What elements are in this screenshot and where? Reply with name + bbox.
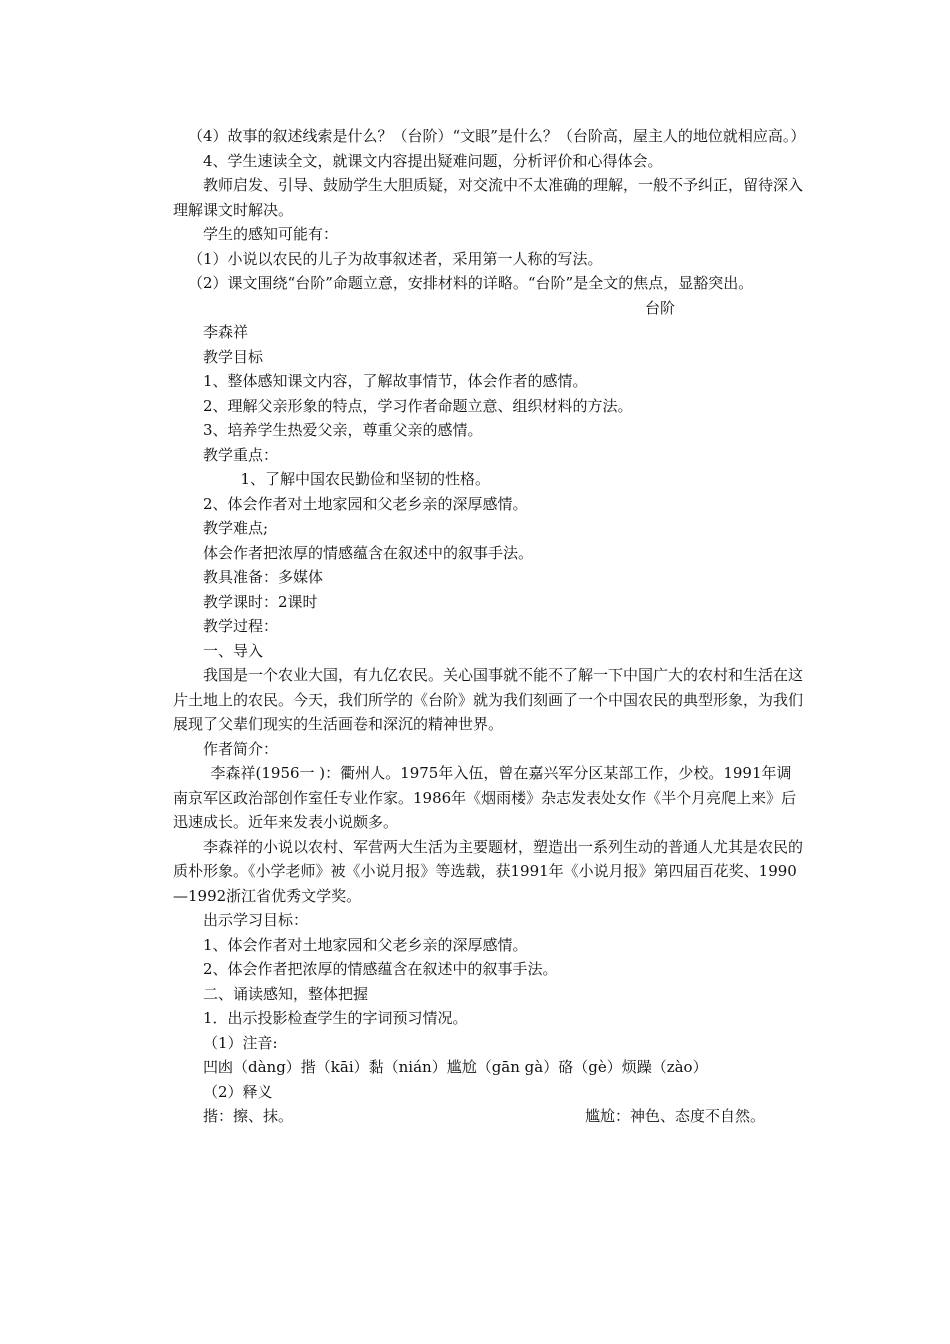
list-item: 2、体会作者把浓厚的情感蕴含在叙述中的叙事手法。 xyxy=(203,960,558,978)
list-item: 3、培养学生热爱父亲，尊重父亲的感情。 xyxy=(203,421,483,439)
paragraph: （2）释义 xyxy=(203,1082,273,1101)
section-heading: 二、诵读感知，整体把握 xyxy=(203,984,369,1003)
paragraph: 4、学生速读全文，就课文内容提出疑难问题，分析评价和心得体会。 xyxy=(203,151,663,170)
paragraph: 凹凼（dàng）揩（kāi）黏（nián）尴尬（gān gà）硌（gè）烦躁（zào） xyxy=(203,1058,708,1076)
list-item: 2、理解父亲形象的特点，学习作者命题立意、组织材料的方法。 xyxy=(203,396,633,415)
paragraph: 李森祥(1956一 )：衢州人。1975年入伍，曾在嘉兴军分区某部工作，少校。1991年调南京军区政治部创作室任专业作家。1986年《烟雨楼》杂志发表处女作《半个月亮爬上来》后迅速成长。近年来发表小说颇多。 xyxy=(173,764,797,831)
paragraph: （1）小说以农民的儿子为故事叙述者，采用第一人称的写法。 xyxy=(188,249,603,268)
lesson-title: 台阶 xyxy=(644,298,675,317)
section-heading: 教学重点： xyxy=(203,445,279,464)
author-name: 李森祥 xyxy=(203,323,249,341)
definitions-row xyxy=(173,1104,805,1129)
paragraph: 教具准备：多媒体 xyxy=(203,568,324,586)
list-item: 体会作者把浓厚的情感蕴含在叙述中的叙事手法。 xyxy=(203,543,534,562)
paragraph: （2）课文围绕“台阶”命题立意，安排材料的详略。“台阶”是全文的焦点，显豁突出。 xyxy=(188,274,754,292)
section-heading: 一、导入 xyxy=(203,641,264,660)
section-heading: 作者简介： xyxy=(203,739,279,758)
paragraph: 教师启发、引导、鼓励学生大胆质疑，对交流中不太准确的理解，一般不予纠正，留待深入理解课文时解决。 xyxy=(173,176,804,219)
list-item: 2、体会作者对土地家园和父老乡亲的深厚感情。 xyxy=(203,494,528,513)
document-body xyxy=(173,124,805,1129)
definition: 揩：擦、抹。 xyxy=(203,1107,294,1125)
section-heading: 教学过程： xyxy=(203,617,279,635)
section-heading: 出示学习目标： xyxy=(203,911,309,929)
paragraph: （4）故事的叙述线索是什么？（台阶）“文眼”是什么？（台阶高，屋主人的地位就相应高。） xyxy=(188,127,806,145)
paragraph: 我国是一个农业大国，有九亿农民。关心国事就不能不了解一下中国广大的农村和生活在这片土地上的农民。今天，我们所学的《台阶》就为我们刻画了一个中国农民的典型形象，为我们展现了父辈们现实的生活画卷和深沉的精神世界。 xyxy=(173,666,804,733)
list-item: 1、整体感知课文内容，了解故事情节，体会作者的感情。 xyxy=(203,372,588,390)
paragraph: 教学课时：2课时 xyxy=(203,592,318,611)
paragraph: 学生的感知可能有： xyxy=(203,225,339,243)
paragraph: 1．出示投影检查学生的字词预习情况。 xyxy=(203,1009,468,1027)
paragraph: 李森祥的小说以农村、军营两大生活为主要题材，塑造出一系列生动的普通人尤其是农民的质朴形象。《小学老师》被《小说月报》等选载，获1991年《小说月报》第四届百花奖、1990—1992浙江省优秀文学奖。 xyxy=(173,837,804,905)
section-heading: 教学难点; xyxy=(203,519,269,537)
section-heading: 教学目标 xyxy=(203,347,264,366)
paragraph: （1）注音: xyxy=(203,1033,278,1052)
list-item: 1、了解中国农民勤俭和坚韧的性格。 xyxy=(240,470,491,488)
list-item: 1、体会作者对土地家园和父老乡亲的深厚感情。 xyxy=(203,935,528,954)
definition: 尴尬：神色、态度不自然。 xyxy=(584,1107,765,1125)
